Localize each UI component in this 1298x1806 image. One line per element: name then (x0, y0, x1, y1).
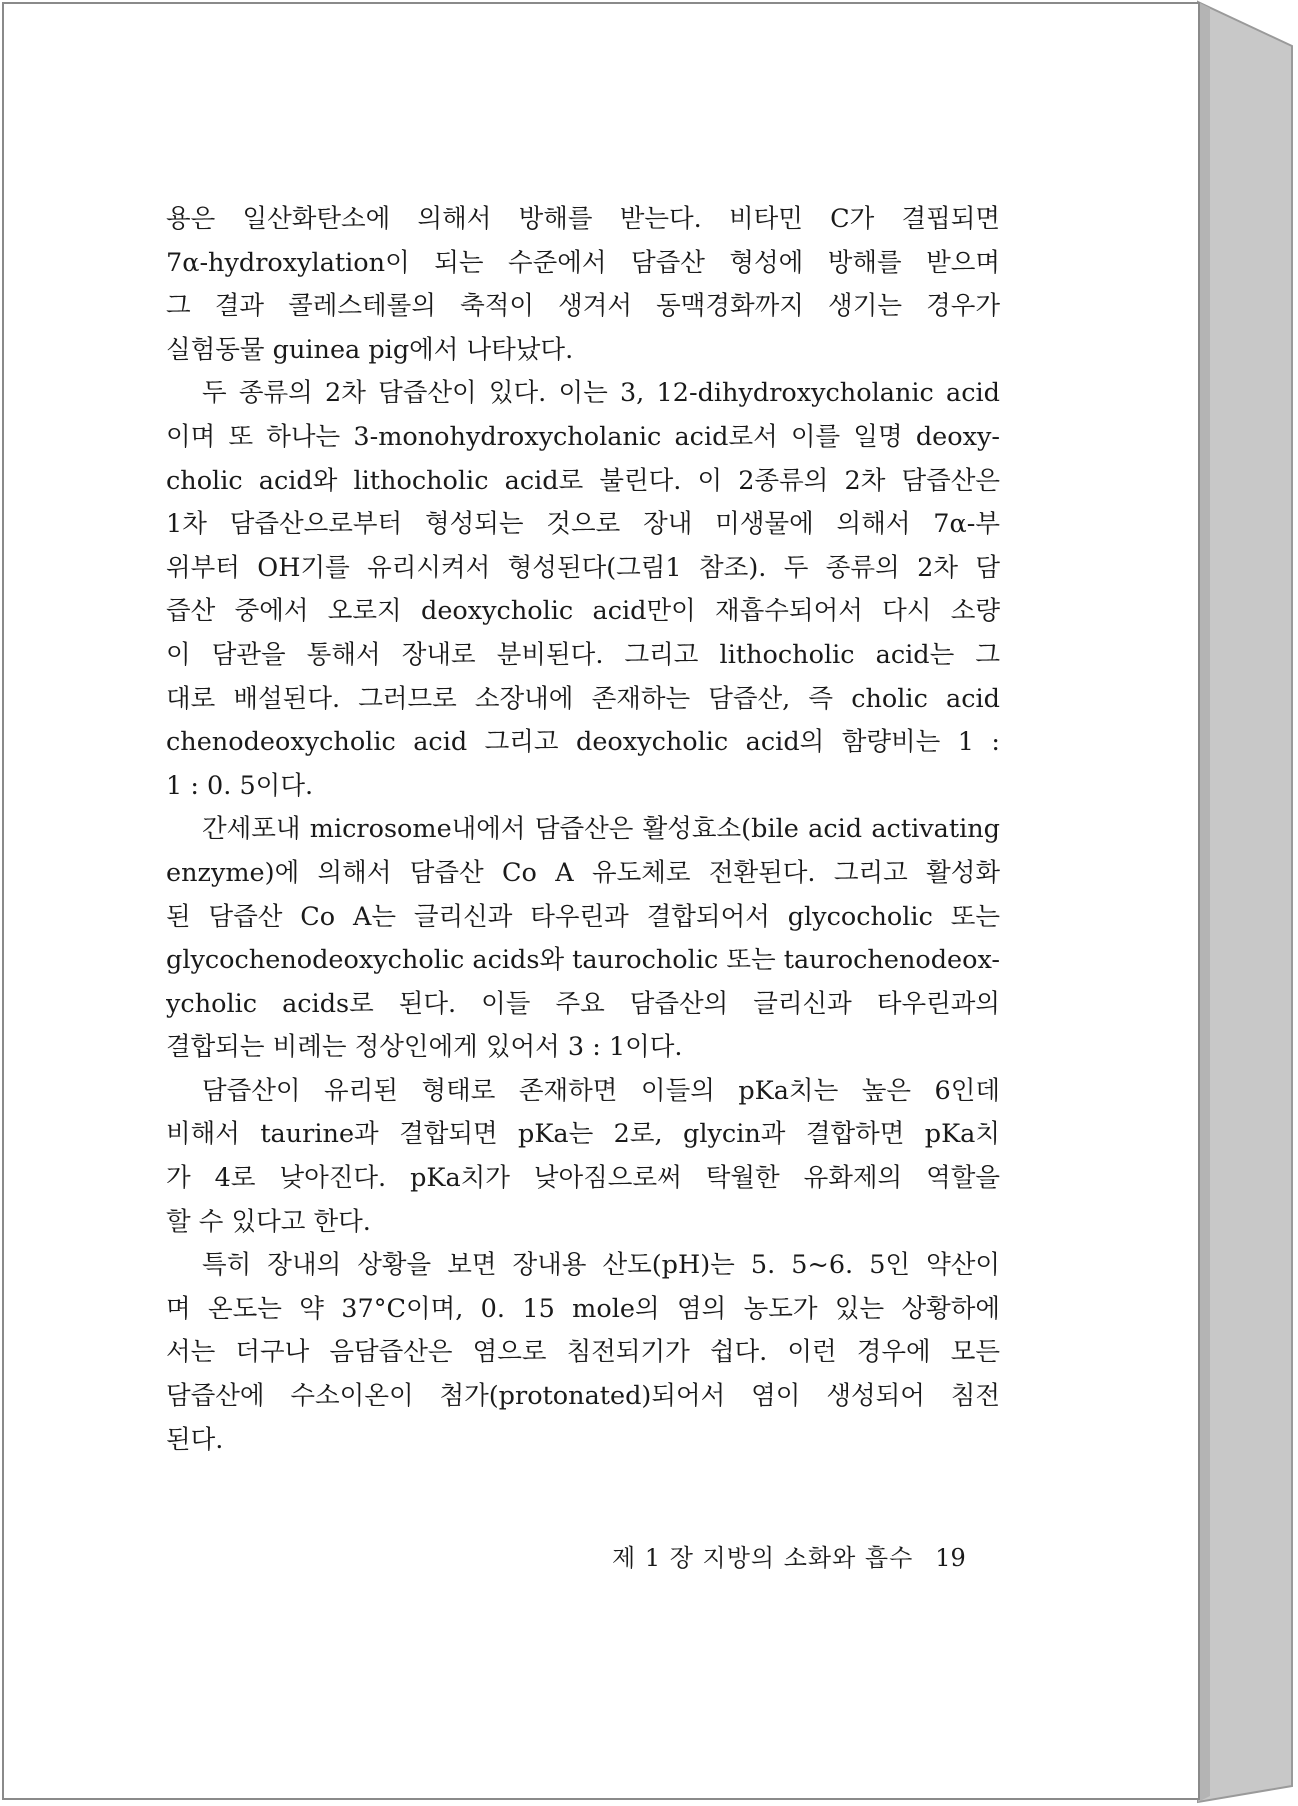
text-line: 1 : 0. 5이다. (166, 770, 314, 801)
text-line: 7α-hydroxylation이 되는 수준에서 담즙산 형성에 방해를 받으며 (166, 247, 1000, 278)
text-line: enzyme)에 의해서 담즙산 Co A 유도체로 전환된다. 그리고 활성화 (166, 857, 1000, 888)
text-line: 된다. (166, 1424, 224, 1455)
text-line: 그 결과 콜레스테롤의 축적이 생겨서 동맥경화까지 생기는 경우가 (166, 291, 1000, 322)
page-number: 19 (935, 1544, 966, 1572)
text-line: cholic acid와 lithocholic acid로 불린다. 이 2종류의 2차 담즙산은 (166, 465, 1000, 496)
text-line: 서는 더구나 음담즙산은 염으로 침전되기가 쉽다. 이런 경우에 모든 (166, 1337, 1000, 1368)
text-line: 1차 담즙산으로부터 형성되는 것으로 장내 미생물에 의해서 7α-부 (166, 509, 1000, 540)
text-line: 담즙산이 유리된 형태로 존재하면 이들의 pKa치는 높은 6인데 (202, 1075, 1000, 1106)
text-line: 간세포내 microsome내에서 담즙산은 활성효소(bile acid activating (202, 814, 1000, 845)
text-line: 결합되는 비례는 정상인에게 있어서 3 : 1이다. (166, 1032, 683, 1063)
text-line: 위부터 OH기를 유리시켜서 형성된다(그림1 참조). 두 종류의 2차 담 (166, 552, 1000, 583)
text-line: chenodeoxycholic acid 그리고 deoxycholic acid의 함량비는 1 : (166, 727, 1000, 758)
text-line: 실험동물 guinea pig에서 나타났다. (166, 334, 574, 365)
body-text (166, 198, 1000, 1462)
text-line: 가 4로 낮아진다. pKa치가 낮아짐으로써 탁월한 유화제의 역할을 (166, 1163, 1000, 1194)
text-line: ycholic acids로 된다. 이들 주요 담즙산의 글리신과 타우린과의 (166, 988, 1000, 1019)
text-line: 이며 또 하나는 3-monohydroxycholanic acid로서 이를 일명 deoxy- (166, 421, 1000, 452)
text-line: 된 담즙산 Co A는 글리신과 타우린과 결합되어서 glycocholic 또는 (166, 901, 1000, 932)
text-line: 할 수 있다고 한다. (166, 1206, 371, 1237)
chapter-title: 제 1 장 지방의 소화와 흡수 (612, 1544, 914, 1572)
text-line: glycochenodeoxycholic acids와 taurocholic 또는 taurochenodeox- (166, 945, 1000, 976)
text-line: 대로 배설된다. 그러므로 소장내에 존재하는 담즙산, 즉 cholic acid (166, 683, 1000, 714)
text-line: 이 담관을 통해서 장내로 분비된다. 그리고 lithocholic acid는 그 (166, 639, 1000, 670)
text-line: 특히 장내의 상황을 보면 장내용 산도(pH)는 5. 5~6. 5인 약산이 (202, 1250, 1000, 1281)
text-line: 두 종류의 2차 담즙산이 있다. 이는 3, 12-dihydroxycholanic acid (202, 378, 1000, 409)
page-footer (612, 1543, 972, 1573)
text-line: 용은 일산화탄소에 의해서 방해를 받는다. 비타민 C가 결핍되면 (166, 204, 1000, 234)
text-line: 비해서 taurine과 결합되면 pKa는 2로, glycin과 결합하면 pKa치 (166, 1119, 1000, 1150)
text-line: 즙산 중에서 오로지 deoxycholic acid만이 재흡수되어서 다시 소량 (166, 596, 1000, 627)
text-line: 며 온도는 약 37°C이며, 0. 15 mole의 염의 농도가 있는 상황하에 (166, 1293, 1000, 1324)
text-line: 담즙산에 수소이온이 첨가(protonated)되어서 염이 생성되어 침전 (166, 1381, 1000, 1412)
